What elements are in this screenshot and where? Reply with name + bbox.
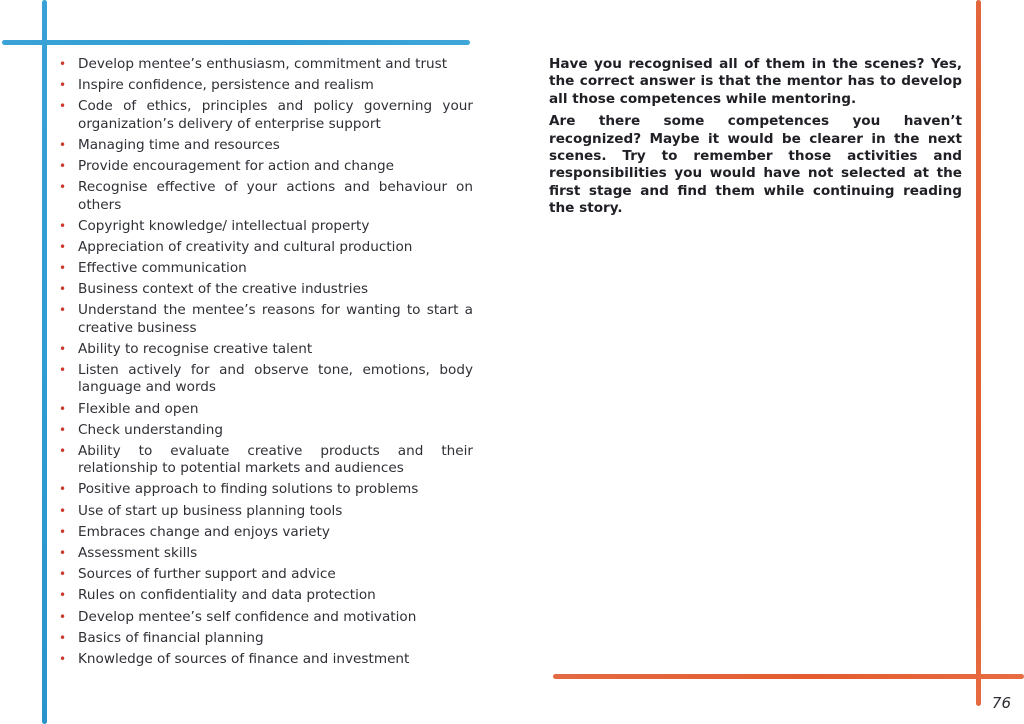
follow-up-paragraph: Are there some competences you haven’t recognized? Maybe it would be clearer in the next scenes. Try to remember those activities and responsibilities you would have not selected at the first stage and find them while continuing reading the story. [549, 113, 962, 217]
list-item-text: Positive approach to finding solutions to problems [78, 481, 419, 498]
list-item [59, 218, 473, 235]
bullet-icon: • [59, 401, 67, 416]
list-item-text: Appreciation of creativity and cultural production [78, 238, 413, 255]
bullet-icon: • [59, 137, 67, 152]
bullet-icon: • [59, 78, 67, 93]
bullet-icon: • [59, 546, 67, 561]
bullet-icon: • [59, 630, 67, 645]
bullet-icon: • [59, 159, 67, 174]
list-item [59, 137, 473, 154]
list-item [59, 179, 473, 214]
bullet-icon: • [59, 422, 67, 437]
bullet-icon: • [59, 282, 67, 297]
bullet-icon: • [59, 609, 67, 624]
bullet-icon: • [59, 261, 67, 276]
list-item-text: Provide encouragement for action and change [78, 158, 394, 175]
list-item-text: Develop mentee’s self confidence and motivation [78, 608, 417, 625]
bullet-icon: • [59, 524, 67, 539]
list-item-text: Understand the mentee’s reasons for wanting to start a creative business [78, 302, 473, 336]
list-item-text: Code of ethics, principles and policy governing your organization’s delivery of enterprise support [78, 98, 473, 132]
bullet-icon: • [59, 567, 67, 582]
list-item-text: Sources of further support and advice [78, 566, 336, 583]
list-item-text: Recognise effective of your actions and behaviour on others [78, 179, 473, 213]
list-item [59, 443, 473, 478]
list-item-text: Business context of the creative industries [78, 281, 369, 298]
bullet-icon: • [59, 444, 67, 458]
list-item [59, 630, 473, 647]
list-item-text: Managing time and resources [78, 136, 280, 153]
list-item [59, 566, 473, 583]
bullet-icon: • [59, 239, 67, 254]
bullet-icon: • [59, 341, 67, 356]
bullet-icon: • [59, 180, 67, 195]
answer-paragraph: Have you recognised all of them in the scenes? Yes, the correct answer is that the mentor has to develop all those competences while mentoring. [549, 56, 962, 107]
list-item [59, 362, 473, 397]
blue-horizontal-stroke [2, 40, 470, 45]
list-item [59, 281, 473, 298]
list-item-text: Develop mentee’s enthusiasm, commitment and trust [78, 56, 448, 72]
list-item [59, 545, 473, 562]
bullet-icon: • [59, 503, 67, 518]
right-text-column [549, 56, 962, 223]
list-item [59, 158, 473, 175]
bullet-icon: • [59, 363, 67, 378]
list-item-text: Use of start up business planning tools [78, 502, 343, 519]
bullet-icon: • [59, 651, 67, 666]
list-item-text: Knowledge of sources of finance and investment [78, 650, 410, 667]
bullet-icon: • [59, 482, 67, 497]
orange-vertical-stroke [976, 0, 981, 706]
bullet-icon: • [59, 588, 67, 603]
list-item [59, 260, 473, 277]
list-item-text: Ability to evaluate creative products and their relationship to potential markets and audiences [78, 443, 473, 477]
list-item-text: Basics of financial planning [78, 629, 264, 646]
list-item-text: Listen actively for and observe tone, emotions, body language and words [78, 362, 473, 396]
list-item-text: Flexible and open [78, 400, 199, 417]
list-item-text: Rules on confidentiality and data protection [78, 587, 376, 604]
list-item-text: Check understanding [78, 421, 223, 438]
bullet-icon: • [59, 303, 67, 318]
list-item [59, 422, 473, 439]
list-item [59, 239, 473, 256]
list-item-text: Ability to recognise creative talent [78, 340, 313, 357]
bullet-icon: • [59, 218, 67, 233]
list-item-text: Inspire confidence, persistence and realism [78, 77, 374, 94]
list-item [59, 302, 473, 337]
list-item [59, 524, 473, 541]
list-item [59, 77, 473, 94]
bullet-icon: • [59, 57, 67, 71]
bullet-icon: • [59, 99, 67, 114]
list-item-text: Copyright knowledge/ intellectual property [78, 217, 370, 234]
page-number: 76 [991, 694, 1011, 712]
blue-vertical-stroke [42, 0, 47, 724]
list-item [59, 503, 473, 520]
list-item [59, 481, 473, 498]
list-item-text: Assessment skills [78, 545, 198, 562]
list-item [59, 56, 473, 73]
orange-horizontal-stroke [553, 674, 1024, 679]
list-item [59, 609, 473, 626]
list-item-text: Embraces change and enjoys variety [78, 523, 330, 540]
competence-list [59, 56, 473, 672]
list-item [59, 98, 473, 133]
list-item [59, 401, 473, 418]
list-item [59, 587, 473, 604]
list-item [59, 651, 473, 668]
list-item-text: Effective communication [78, 260, 247, 277]
list-item [59, 341, 473, 358]
